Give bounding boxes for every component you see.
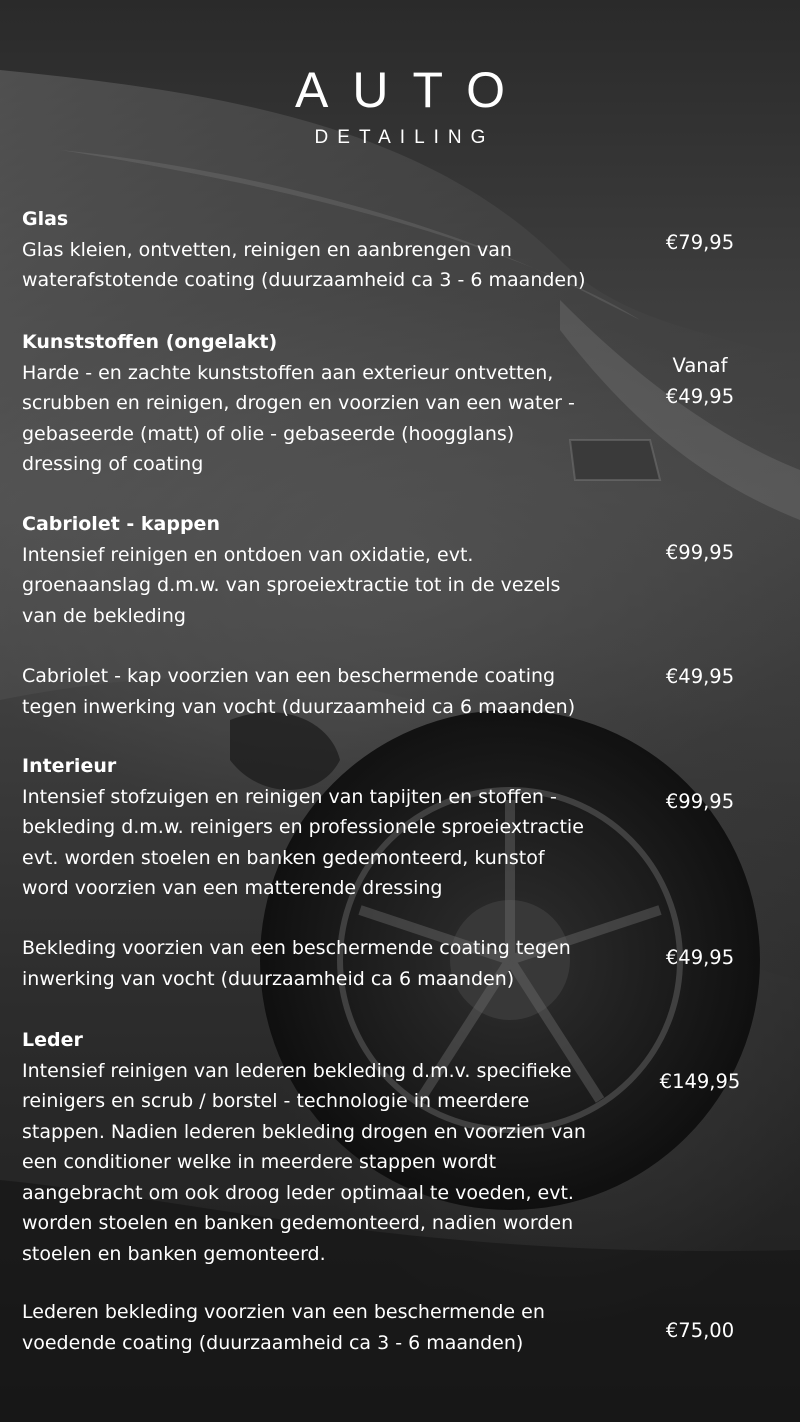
description-line: reinigers en scrub / borstel - technologie in meerdere [22, 1090, 530, 1112]
service-price [640, 1315, 760, 1346]
section-interieur [22, 751, 642, 904]
service-description [22, 235, 642, 296]
description-line: bekleding d.m.w. reinigers en professionele sproeiextractie [22, 816, 584, 838]
description-line: Intensief reinigen en ontdoen van oxidatie, evt. [22, 543, 474, 566]
service-description [22, 782, 642, 904]
service-price [640, 227, 760, 258]
description-line: dressing of coating [22, 453, 204, 475]
price-value: €79,95 [665, 231, 735, 254]
service-price [640, 537, 760, 568]
description-line: Intensief reinigen van lederen bekleding d.m.v. specifieke [22, 1059, 572, 1082]
service-description [22, 1056, 642, 1270]
price-value: €99,95 [665, 790, 735, 813]
section-heading: Kunststoffen (ongelakt) [22, 331, 278, 353]
brand-logo [0, 62, 800, 150]
description-line: Intensief stofzuigen en reinigen van tapijten en stoffen - [22, 785, 557, 808]
description-line: word voorzien van een matterende dressing [22, 877, 443, 899]
description-line: groenaanslag d.m.w. van sproeiextractie tot in de vezels [22, 574, 561, 596]
description-line: Bekleding voorzien van een beschermende coating tegen [22, 937, 571, 959]
service-description [22, 1297, 642, 1358]
section-heading: Leder [22, 1029, 83, 1051]
description-line: Glas kleien, ontvetten, reinigen en aanbrengen van [22, 238, 512, 261]
service-cabriolet-coating [22, 661, 642, 722]
service-description [22, 540, 642, 632]
service-price [640, 786, 760, 817]
section-leder [22, 1025, 642, 1269]
description-line: van de bekleding [22, 604, 186, 627]
service-price [640, 661, 760, 692]
price-value: €49,95 [665, 385, 735, 408]
description-line: inwerking van vocht (duurzaamheid ca 6 maanden) [22, 967, 515, 990]
description-line: Harde - en zachte kunststoffen aan exterieur ontvetten, [22, 361, 554, 384]
description-line: stappen. Nadien lederen bekleding drogen en voorzien van [22, 1120, 586, 1143]
description-line: tegen inwerking van vocht (duurzaamheid ca 6 maanden) [22, 695, 576, 718]
service-price [640, 350, 760, 412]
service-price [640, 1066, 760, 1097]
description-line: gebaseerde (matt) of olie - gebaseerde (hoogglans) [22, 422, 515, 445]
logo-subtitle: DETAILING [314, 127, 495, 148]
description-line: evt. worden stoelen en banken gedemonteerd, kunstof [22, 846, 545, 869]
service-description [22, 661, 642, 722]
service-description [22, 358, 642, 480]
logo-title: AUTO [295, 62, 529, 118]
service-leder-coating [22, 1297, 642, 1358]
price-value: €49,95 [665, 946, 735, 969]
service-description [22, 933, 642, 994]
section-cabriolet [22, 509, 642, 631]
price-prefix: Vanaf [672, 354, 728, 377]
price-value: €99,95 [665, 541, 735, 564]
description-line: Cabriolet - kap voorzien van een beschermende coating [22, 665, 556, 687]
description-line: aangebracht om ook droog leder optimaal te voeden, evt. [22, 1181, 574, 1204]
description-line: Lederen bekleding voorzien van een beschermende en [22, 1301, 545, 1323]
section-heading: Glas [22, 208, 69, 230]
section-glas [22, 204, 642, 296]
price-value: €149,95 [659, 1070, 741, 1093]
description-line: worden stoelen en banken gedemonteerd, nadien worden [22, 1212, 574, 1234]
price-value: €49,95 [665, 665, 735, 688]
description-line: waterafstotende coating (duurzaamheid ca 3 - 6 maanden) [22, 269, 586, 291]
service-price [640, 942, 760, 973]
description-line: voedende coating (duurzaamheid ca 3 - 6 maanden) [22, 1331, 524, 1354]
description-line: een conditioner welke in meerdere stappen wordt [22, 1151, 497, 1173]
section-heading: Interieur [22, 755, 117, 777]
service-interieur-coating [22, 933, 642, 994]
description-line: stoelen en banken gemonteerd. [22, 1242, 326, 1265]
description-line: scrubben en reinigen, drogen en voorzien van een water - [22, 392, 575, 414]
section-kunststoffen [22, 327, 642, 480]
price-value: €75,00 [665, 1319, 735, 1342]
section-heading: Cabriolet - kappen [22, 513, 220, 535]
